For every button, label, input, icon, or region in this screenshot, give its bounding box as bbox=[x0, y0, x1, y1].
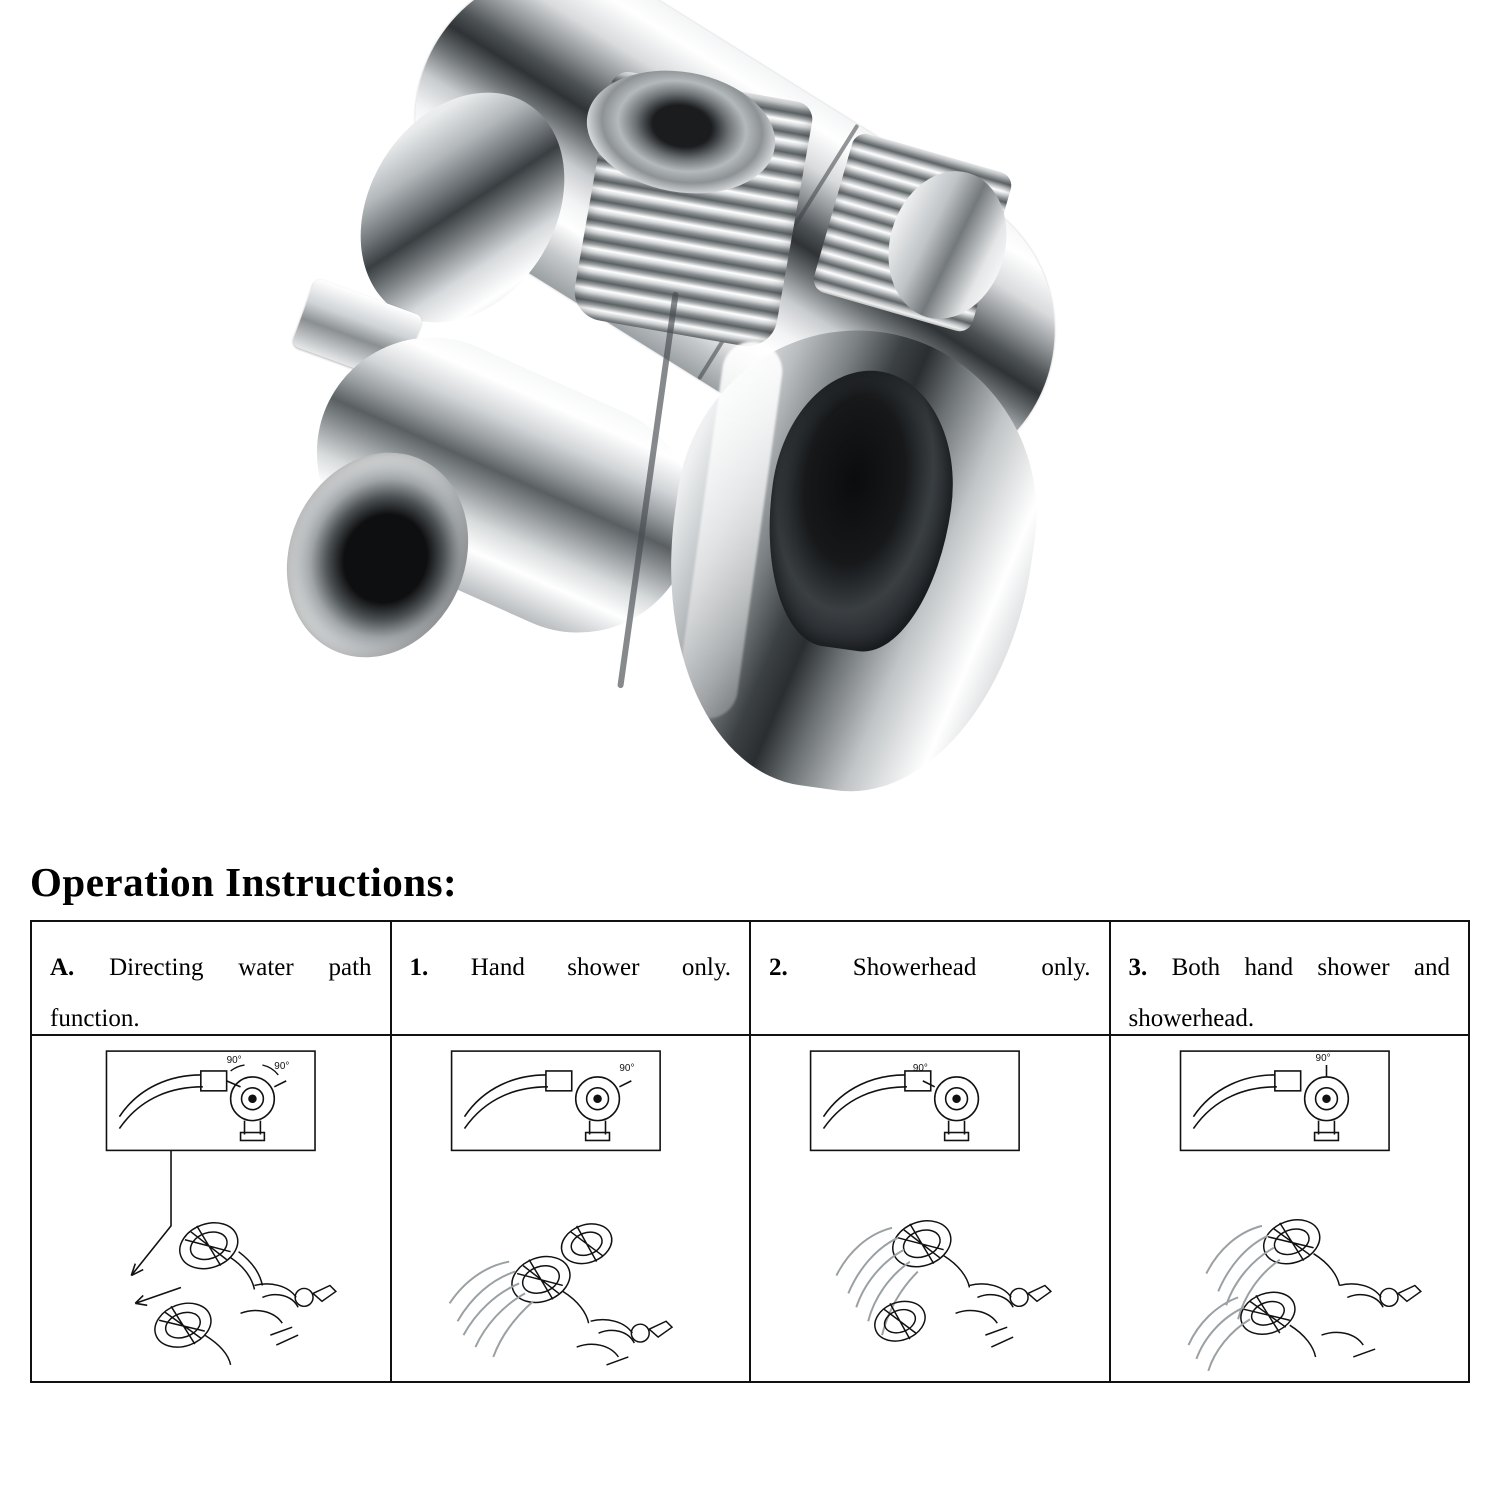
instruction-label-a: A. bbox=[50, 954, 75, 981]
instruction-cell-3 bbox=[1110, 921, 1470, 1035]
instructions-diagram-row bbox=[31, 1035, 1469, 1382]
operation-instructions-section bbox=[0, 858, 1500, 1074]
instruction-diagram-cell-3 bbox=[1110, 1035, 1470, 1382]
svg-text:90°: 90° bbox=[226, 1055, 242, 1067]
instruction-body-3: Both hand shower and showerhead. bbox=[1128, 954, 1450, 1033]
instruction-body-2: Showerhead only. bbox=[852, 954, 1091, 981]
diagram-both-showers bbox=[1111, 1036, 1469, 1381]
diagram-hand-shower-only bbox=[392, 1036, 750, 1381]
instructions-text-row bbox=[31, 921, 1469, 1035]
instruction-label-1: 1. bbox=[409, 954, 429, 981]
instruction-text-a bbox=[32, 922, 390, 1034]
instruction-cell-2 bbox=[750, 921, 1110, 1035]
instructions-title: Operation Instructions: bbox=[30, 859, 458, 905]
svg-text:90°: 90° bbox=[618, 1062, 634, 1074]
instructions-table bbox=[30, 920, 1470, 1383]
instruction-text-1 bbox=[392, 922, 750, 1034]
instruction-label-2: 2. bbox=[769, 954, 788, 981]
svg-text:90°: 90° bbox=[1315, 1053, 1331, 1065]
instruction-label-3: 3. bbox=[1128, 954, 1148, 981]
instruction-diagram-cell-2 bbox=[750, 1035, 1110, 1382]
instruction-text-2 bbox=[751, 922, 1109, 1034]
diagram-directing-water-path bbox=[32, 1036, 390, 1381]
instruction-body-a: Directing water path function. bbox=[50, 954, 372, 1033]
instruction-diagram-cell-1 bbox=[391, 1035, 751, 1382]
instruction-body-1: Hand shower only. bbox=[470, 954, 731, 981]
diagram-showerhead-only bbox=[751, 1036, 1109, 1381]
valve-assembly bbox=[290, 40, 1190, 830]
svg-text:90°: 90° bbox=[912, 1062, 928, 1074]
instruction-diagram-cell-a bbox=[31, 1035, 391, 1382]
instruction-cell-1 bbox=[391, 921, 751, 1035]
instruction-cell-a bbox=[31, 921, 391, 1035]
svg-text:90°: 90° bbox=[274, 1060, 290, 1072]
instruction-text-3 bbox=[1111, 922, 1469, 1034]
